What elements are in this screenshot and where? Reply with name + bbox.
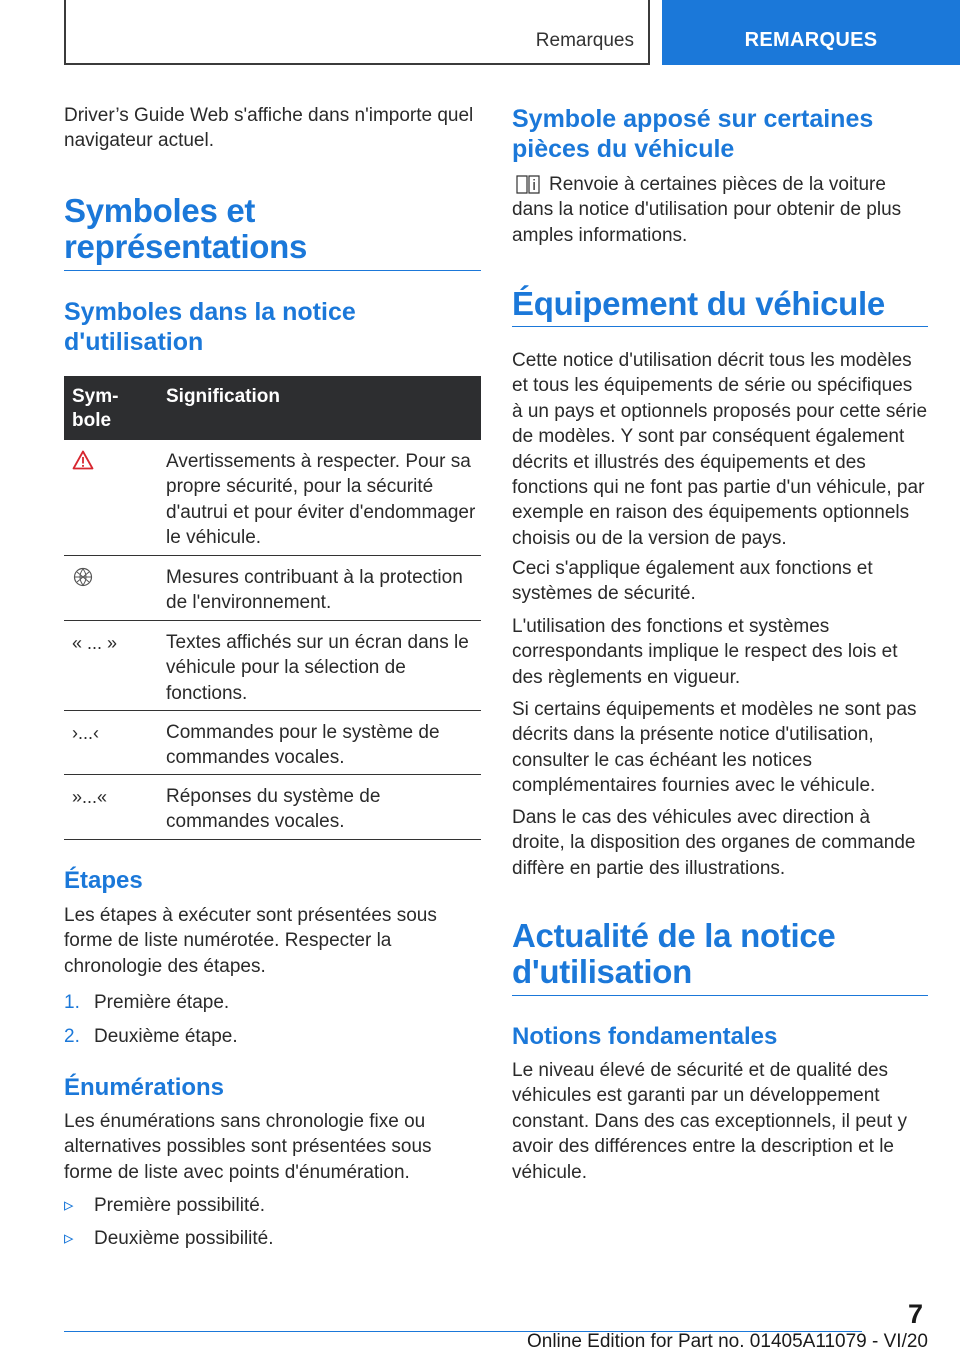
intro-paragraph: Driver’s Guide Web s'affiche dans n'importe quel navigateur actuel. <box>64 105 474 152</box>
heading-basics: Notions fondamentales <box>512 1023 778 1050</box>
table-cell-symbol: »...« <box>72 787 108 807</box>
heading-rule <box>64 270 481 271</box>
table-row <box>64 621 481 711</box>
table-row <box>64 440 481 556</box>
heading-enumerations: Énumérations <box>64 1074 225 1101</box>
symbols-table <box>64 376 481 840</box>
table-cell-meaning: Commandes pour le système de commandes vocales. <box>166 722 440 769</box>
environment-icon <box>72 566 94 595</box>
footer-edition: Online Edition for Part no. 01405A11079 - VI/20 <box>526 1331 928 1352</box>
table-cell-meaning: Avertissements à respecter. Pour sa propre sécurité, pour la sécurité d'autrui et pour éviter d'endommager le véhicule. <box>166 451 476 549</box>
equipment-paragraph: Cette notice d'utilisation décrit tous les modèles et tous les équipements de série ou spécifiques à un pays et optionnels proposés pour cette série de modèles. Y sont par conséquent également décrits et illustrés des équipements et des fonctions qui ne font pas partie d'un véhicule, par exemple en raison des équipements optionnels choisis ou de la version de pays. <box>512 350 928 549</box>
table-header-meaning: Signification <box>166 386 280 407</box>
page-number: 7 <box>908 1299 924 1329</box>
list-item <box>64 1226 481 1252</box>
table-cell-meaning: Mesures contribuant à la protection de l'environnement. <box>166 567 463 614</box>
heading-rule <box>512 995 928 996</box>
heading-rule <box>512 326 928 327</box>
step-number: 2. <box>64 1026 80 1047</box>
heading-steps: Étapes <box>64 867 143 894</box>
table-cell-meaning: Textes affichés sur un écran dans le véhicule pour la sélection de fonctions. <box>166 632 469 704</box>
equipment-paragraph: Ceci s'applique également aux fonctions et systèmes de sécurité. <box>512 558 873 605</box>
steps-paragraph: Les étapes à exécuter sont présentées sous forme de liste numérotée. Respecter la chronologie des étapes. <box>64 905 437 977</box>
heading-notice-symbols: Symboles dans la notice d'utilisation <box>64 298 356 356</box>
basics-paragraph: Le niveau élevé de sécurité et de qualité des véhicules est garanti par un développement constant. Dans des cas exceptionnels, il peut y avoir des différences entre la description et le véhicule. <box>512 1060 908 1183</box>
table-row <box>64 775 481 840</box>
step-number: 1. <box>64 992 80 1013</box>
step-text: Première étape. <box>94 992 230 1013</box>
equipment-paragraph: Si certains équipements et modèles ne sont pas décrits dans la présente notice d'utilisation, consulter le cas échéant les notices complémentaires fournies avec le véhicule. <box>512 699 917 797</box>
list-item <box>64 1193 481 1219</box>
list-item <box>64 1024 481 1050</box>
enum-paragraph: Les énumérations sans chronologie fixe ou alternatives possibles sont présentées sous forme de liste avec points d'énumération. <box>64 1111 432 1183</box>
table-row <box>64 711 481 775</box>
table-row <box>64 556 481 621</box>
header-section-title: Remarques <box>535 30 634 51</box>
bullet-triangle-icon: ▹ <box>64 1228 74 1249</box>
table-cell-symbol: ›...‹ <box>72 723 99 743</box>
heading-actuality: Actualité de la notice d'utilisation <box>512 917 836 990</box>
heading-symbols: Symboles et représentations <box>64 192 308 265</box>
heading-parts-symbol: Symbole apposé sur certaines pièces du véhicule <box>512 105 874 163</box>
bullet-triangle-icon: ▹ <box>64 1195 74 1216</box>
equipment-paragraph: L'utilisation des fonctions et systèmes correspondants implique le respect des lois et des règlements en vigueur. <box>512 616 898 688</box>
table-cell-meaning: Réponses du système de commandes vocales. <box>166 786 381 833</box>
list-item <box>64 990 481 1016</box>
enum-text: Deuxième possibilité. <box>94 1228 274 1249</box>
step-text: Deuxième étape. <box>94 1026 238 1047</box>
table-header <box>64 376 481 440</box>
parts-paragraph: Renvoie à certaines pièces de la voiture dans la notice d'utilisation pour obtenir de plus amples informations. <box>512 174 902 246</box>
header-chapter-tab[interactable]: REMARQUES <box>662 0 960 65</box>
heading-equipment: Équipement du véhicule <box>512 285 885 322</box>
header-frame <box>64 0 650 65</box>
parts-paragraph-block <box>512 172 928 248</box>
table-cell-symbol: « ... » <box>72 633 118 653</box>
equipment-paragraph: Dans le cas des véhicules avec direction à droite, la disposition des organes de commande diffère en partie des illustrations. <box>512 807 916 879</box>
warning-triangle-icon <box>72 450 94 477</box>
book-symbol-icon <box>516 175 540 199</box>
enum-text: Première possibilité. <box>94 1195 266 1216</box>
table-header-symbol: Sym- bole <box>72 386 119 431</box>
